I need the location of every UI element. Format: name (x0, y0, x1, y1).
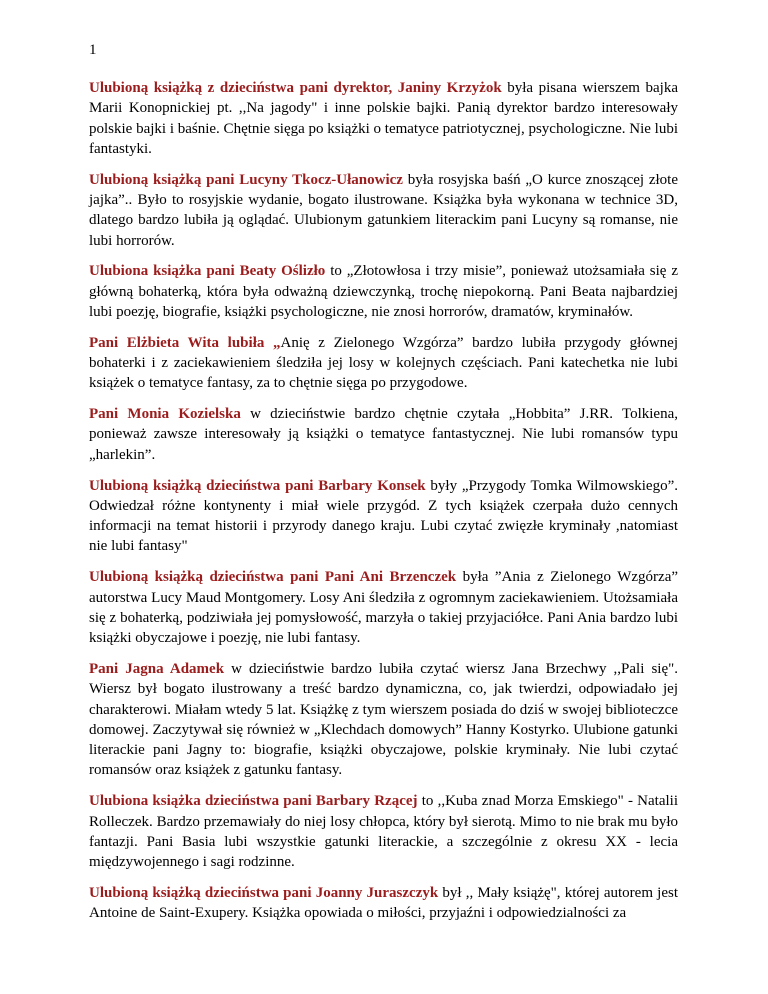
paragraph-adamek (89, 659, 678, 781)
paragraph-juraszczyk (89, 883, 678, 924)
paragraph-text: była ”Ania z Zielonego Wzgórza” autorstwa Lucy Maud Montgomery. Losy Ani śledziła z ogromnym zaciekawieniem. Utożsamiała się z bohaterką, podziwiała jej pomysłowość, marzyła o takiej przyjaciółce. Pani Ania bardzo lubi książki obyczajowe i poezję, nie lubi fantasy. (89, 569, 679, 647)
paragraph-text: była pisana wierszem bajka Marii Konopnickiej pt. ,,Na jagody" i inne polskie bajki. Panią dyrektor bardzo interesowały polskie bajki i baśnie. Chętnie sięga po książki o tematyce patriotycznej, psychologiczne. Nie lubi fantastyki. (89, 80, 678, 157)
paragraph-text: w dzieciństwie bardzo lubiła czytać wiersz Jana Brzechwy ,,Pali się". Wiersz był bogato ilustrowany a treść bardzo dynamiczna, co, jak twierdzi, odpowiadało jej charakterowi. Miałam wtedy 5 lat. Książkę z tym wierszem posiada do dziś w swojej biblioteczce domowej. Zaczytywał się również w „Klechdach domowych” Hanny Kostyrko. Ulubione gatunki literackie pani Jagny to: biografie, książki obyczajowe, polskie kryminały. Nie lubi czytać romansów oraz książek z gatunku fantasy. (89, 660, 678, 779)
highlighted-name: Ulubioną książką dzieciństwa pani Barbary Konsek (89, 477, 426, 494)
paragraph-text: Anię z Zielonego Wzgórza” bardzo lubiła przygody głównej bohaterki i z zaciekawieniem śledziła jej losy w kolejnych częściach. Pani katechetka nie lubi książek o tematyce fantasy, za to chętnie sięga po przygodowe. (89, 334, 678, 392)
paragraph-krzyzok (89, 78, 678, 159)
highlighted-name: Pani Jagna Adamek (89, 660, 225, 677)
highlighted-name: Ulubiona książka pani Beaty Oślizło (89, 263, 326, 280)
highlighted-name: Ulubioną książką dzieciństwa pani Pani Ani Brzenczek (89, 569, 457, 586)
document-body (89, 78, 678, 934)
highlighted-name: Pani Monia Kozielska (89, 406, 241, 423)
paragraph-text: był ,, Mały książę", której autorem jest Antoine de Saint-Exupery. Książka opowiada o miłości, przyjaźni i odpowiedzialności za (89, 884, 678, 922)
page-number: 1 (89, 42, 97, 58)
highlighted-name: Pani Elżbieta Wita lubiła „ (89, 334, 281, 351)
paragraph-brzenczek (89, 567, 678, 648)
paragraph-text: w dzieciństwie bardzo chętnie czytała „Hobbita” J.RR. Tolkiena, ponieważ zawsze interesowały ją książki o tematyce fantastycznej. Nie lubi romansów typu „harlekin”. (89, 406, 678, 463)
paragraph-text: były „Przygody Tomka Wilmowskiego”. Odwiedzał różne kontynenty i miał wiele przygód. Z tych książek czerpała dużo cennych informacji na temat historii i przyrody danego kraju. Lubi czytać zwięzłe kryminały ,natomiast nie lubi fantasy" (89, 477, 678, 555)
paragraph-tkocz-ulanowicz (89, 170, 678, 251)
paragraph-wita (89, 333, 678, 394)
paragraph-rzaca (89, 791, 678, 872)
highlighted-name: Ulubioną książką dzieciństwa pani Joanny Juraszczyk (89, 884, 439, 901)
paragraph-konsek (89, 476, 678, 557)
paragraph-text: to „Złotowłosa i trzy misie”, ponieważ utożsamiała się z główną bohaterką, która była odważną dziewczynką, trochę niepokorną. Pani Beata najbardziej lubi poezję, biografie, książki psychologiczne, nie znosi horrorów, dramatów, kryminałów. (89, 263, 678, 320)
paragraph-oslizlo (89, 261, 678, 322)
paragraph-kozielska (89, 404, 678, 465)
paragraph-text: była rosyjska baśń „O kurce znoszącej złote jajka”.. Było to rosyjskie wydanie, bogato ilustrowane. Książka była wykonana w technice 3D, dlatego bardzo lubiła ją oglądać. Ulubionym gatunkiem literackim pani Lucyny są romanse, nie lubi horrorów. (89, 171, 678, 249)
highlighted-name: Ulubioną książką z dzieciństwa pani dyrektor, Janiny Krzyżok (89, 80, 502, 96)
paragraph-text: to ,,Kuba znad Morza Emskiego" - Natalii Rolleczek. Bardzo przemawiały do niej losy chłopca, który był sierotą. Mimo to nie brak mu było fantazji. Pani Basia lubi wszystkie gatunki literackie, a szczególnie z okresu XX - lecia międzywojennego i sagi rodzinne. (89, 793, 678, 871)
highlighted-name: Ulubioną książką pani Lucyny Tkocz-Ułanowicz (89, 171, 403, 188)
highlighted-name: Ulubiona książka dzieciństwa pani Barbary Rzącej (89, 793, 418, 810)
